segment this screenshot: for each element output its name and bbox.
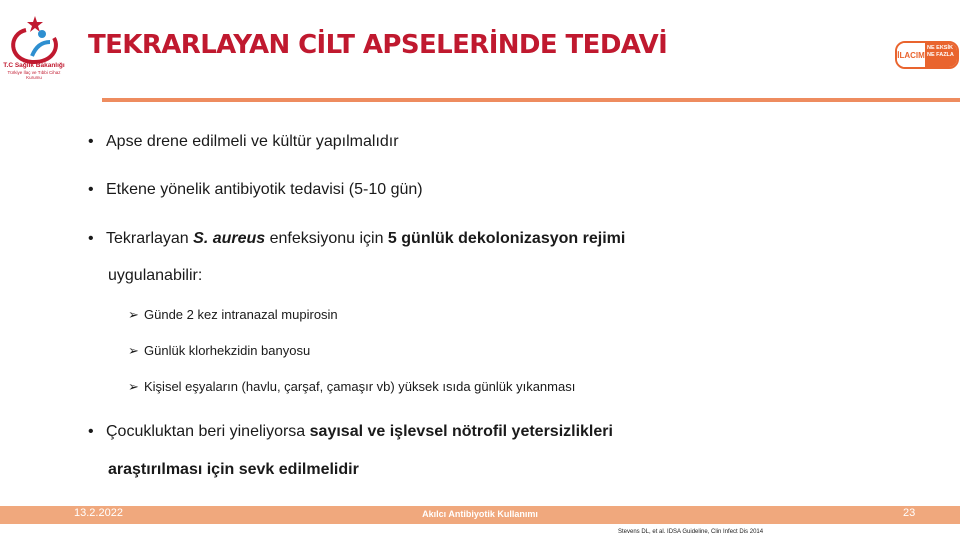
bullet-1	[88, 133, 399, 151]
ministry-logo-line2: Türkiye İlaç ve Tıbbi Cihaz Kurumu	[7, 70, 61, 80]
bullet-2-text: Etkene yönelik antibiyotik tedavisi (5-10 gün)	[106, 181, 423, 198]
arrow-bullet-icon: ➢	[128, 307, 139, 322]
bullet-3-mid: enfeksiyonu için	[265, 230, 388, 247]
bullet-4	[88, 423, 613, 441]
bullet-dot-icon: •	[88, 423, 94, 440]
bullet-3-bold: 5 günlük dekolonizasyon rejimi	[387, 230, 626, 247]
campaign-logo-left: İLACIM	[897, 43, 925, 67]
slide-title: TEKRARLAYAN CİLT APSELERİNDE TEDAVİ	[88, 30, 668, 60]
reference-citation: Stevens DL, et al. IDSA Guideline, Clin Infect Dis 2014	[618, 529, 764, 535]
bullet-4-pre: Çocukluktan beri yineliyorsa	[106, 423, 310, 440]
sub-item-2	[128, 343, 310, 359]
campaign-logo-icon	[895, 41, 959, 69]
bullet-3	[88, 230, 625, 248]
sub-item-2-text: Günlük klorhekzidin banyosu	[144, 343, 311, 358]
sub-item-3-text: Kişisel eşyaların (havlu, çarşaf, çamaşır vb) yüksek ısıda günlük yıkanması	[144, 379, 576, 394]
bullet-3-continuation: uygulanabilir:	[108, 267, 203, 284]
bullet-4-continuation: araştırılması için sevk edilmelidir	[108, 461, 359, 478]
bullet-3-pre: Tekrarlayan	[106, 230, 194, 247]
bullet-3-organism: S. aureus	[193, 230, 266, 247]
bullet-4-bold: sayısal ve işlevsel nötrofil yetersizlikleri	[309, 423, 613, 440]
arrow-bullet-icon: ➢	[128, 343, 139, 358]
sub-item-1-text: Günde 2 kez intranazal mupirosin	[144, 307, 338, 322]
ministry-of-health-logo-icon	[2, 8, 68, 68]
bullet-1-text: Apse drene edilmeli ve kültür yapılmalıdır	[106, 133, 399, 150]
footer-date: 13.2.2022	[74, 507, 123, 519]
sub-item-3	[128, 379, 575, 395]
bullet-dot-icon: •	[88, 181, 94, 198]
ministry-logo-line1: T.C Sağlık Bakanlığı	[3, 62, 65, 69]
bullet-dot-icon: •	[88, 133, 94, 150]
campaign-logo-right: NE EKSİK NE FAZLA	[925, 43, 957, 67]
arrow-bullet-icon: ➢	[128, 379, 139, 394]
title-divider	[102, 98, 960, 102]
sub-item-1	[128, 307, 338, 323]
bullet-dot-icon: •	[88, 230, 94, 247]
footer-title: Akılcı Antibiyotik Kullanımı	[422, 509, 538, 519]
page-number: 23	[903, 507, 916, 519]
bullet-2	[88, 181, 423, 199]
